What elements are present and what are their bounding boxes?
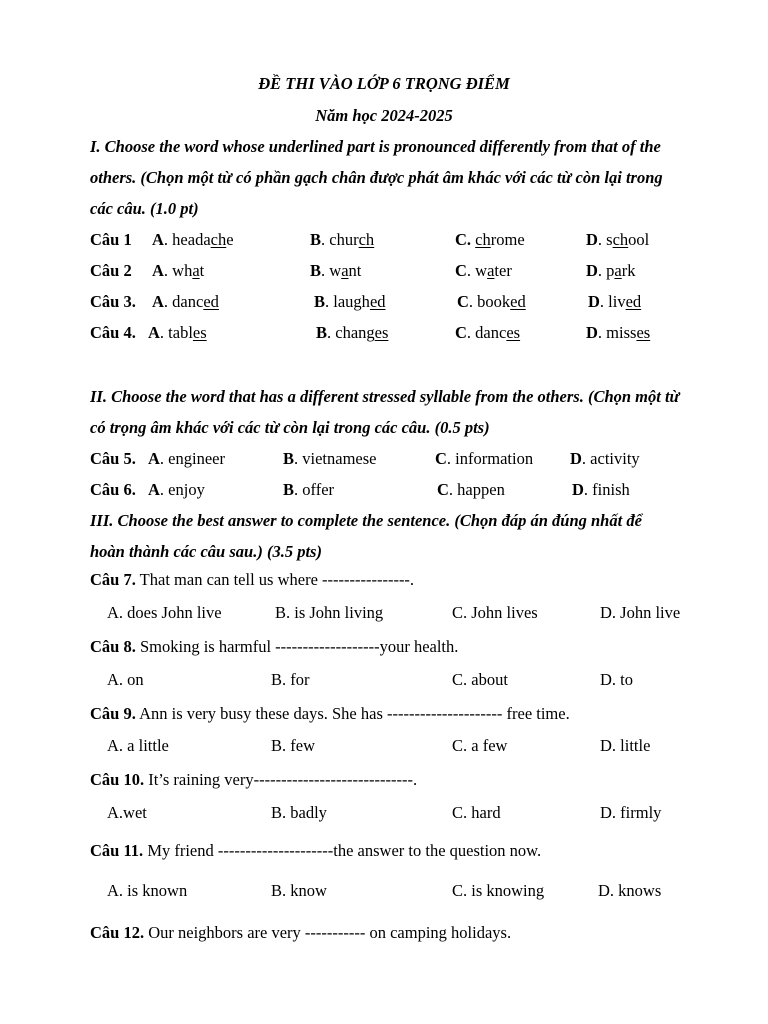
- word-part: e: [226, 230, 234, 249]
- answer-option: [148, 480, 205, 500]
- option-letter: D: [586, 230, 598, 249]
- answer-option: [586, 230, 649, 250]
- word-part: s: [606, 230, 613, 249]
- answer-option: [572, 480, 630, 500]
- question-text: It’s raining very-----------------------------.: [148, 770, 418, 789]
- option-separator: .: [321, 230, 330, 249]
- option-text: happen: [457, 480, 505, 499]
- option-letter: B: [283, 449, 295, 468]
- underlined-part: ed: [203, 292, 219, 311]
- word-part: wh: [172, 261, 193, 280]
- answer-option: C. about: [452, 670, 508, 689]
- question-label: Câu 8.: [90, 637, 136, 656]
- answer-option: C. a few: [452, 736, 508, 755]
- option-letter: A: [152, 261, 164, 280]
- question-label: Câu 9.: [90, 704, 136, 723]
- option-separator: .: [448, 480, 458, 499]
- underlined-part: ch: [475, 230, 491, 249]
- word-part: t: [199, 261, 205, 280]
- word-part: heada: [172, 230, 211, 249]
- answer-option: A. is known: [107, 881, 188, 900]
- option-separator: .: [446, 449, 456, 468]
- word-part: w: [475, 261, 488, 280]
- answer-option: A. a little: [107, 736, 169, 755]
- option-separator: .: [159, 323, 169, 342]
- answer-option: D. little: [600, 736, 651, 755]
- answer-option: [283, 449, 376, 469]
- word-part: rome: [490, 230, 525, 249]
- question-stem: [90, 704, 570, 724]
- answer-option: [455, 323, 520, 343]
- option-letter: A: [152, 230, 164, 249]
- option-separator: .: [466, 261, 476, 280]
- option-separator: .: [163, 292, 173, 311]
- question-label: Câu 11.: [90, 841, 144, 860]
- answer-option: [152, 292, 219, 312]
- question-label: Câu 10.: [90, 770, 145, 789]
- option-text: enjoy: [168, 480, 205, 499]
- answer-option: D. John live: [600, 603, 681, 622]
- answer-option: C. hard: [452, 803, 501, 822]
- question-stem: [90, 637, 458, 657]
- question-label: Câu 5.: [90, 449, 136, 468]
- word-part: liv: [608, 292, 626, 311]
- word-part: ter: [494, 261, 512, 280]
- answer-option: D. knows: [598, 881, 662, 900]
- answer-option: B. for: [271, 670, 310, 689]
- answer-option: D. firmly: [600, 803, 662, 822]
- answer-option: [586, 261, 636, 281]
- question-text: Ann is very busy these days. She has --------------------- free time.: [139, 704, 570, 723]
- answer-option: B. is John living: [275, 603, 384, 622]
- word-part: w: [329, 261, 342, 280]
- option-text: engineer: [168, 449, 225, 468]
- word-part: danc: [475, 323, 507, 342]
- option-letter: B: [310, 230, 322, 249]
- answer-option: [152, 261, 204, 281]
- answer-option: [316, 323, 388, 343]
- option-letter: D: [570, 449, 582, 468]
- option-separator: .: [327, 323, 336, 342]
- option-separator: .: [163, 261, 173, 280]
- underlined-part: a: [341, 261, 349, 280]
- underlined-part: es: [636, 323, 651, 342]
- option-separator: .: [597, 261, 607, 280]
- option-letter: C.: [455, 230, 472, 249]
- section3-instruction-line2: hoàn thành các câu sau.) (3.5 pts): [90, 542, 322, 561]
- word-part: ool: [628, 230, 650, 249]
- answer-option: [570, 449, 640, 469]
- option-letter: C: [435, 449, 447, 468]
- option-letter: B: [310, 261, 322, 280]
- answer-option: [437, 480, 505, 500]
- underlined-part: ch: [612, 230, 629, 249]
- word-part: p: [606, 261, 615, 280]
- answer-option: B. know: [271, 881, 327, 900]
- answer-option: [148, 323, 207, 343]
- underlined-part: es: [506, 323, 521, 342]
- option-letter: C: [437, 480, 449, 499]
- option-text: information: [455, 449, 534, 468]
- answer-option: [148, 449, 225, 469]
- question-label: Câu 6.: [90, 480, 136, 499]
- underlined-part: a: [487, 261, 495, 280]
- answer-option: [314, 292, 386, 312]
- question-stem: [90, 770, 417, 790]
- option-separator: .: [466, 323, 476, 342]
- option-letter: D: [572, 480, 584, 499]
- exam-subtitle: Năm học 2024-2025: [315, 106, 453, 125]
- option-separator: .: [468, 292, 478, 311]
- word-part: miss: [606, 323, 637, 342]
- answer-option: [283, 480, 334, 500]
- option-separator: .: [597, 323, 607, 342]
- question-stem: [90, 923, 511, 943]
- option-letter: B: [314, 292, 326, 311]
- option-text: activity: [590, 449, 640, 468]
- option-letter: B: [283, 480, 295, 499]
- question-label: Câu 7.: [90, 570, 136, 589]
- option-letter: A: [152, 292, 164, 311]
- answer-option: [586, 323, 650, 343]
- option-text: vietnamese: [302, 449, 377, 468]
- answer-option: [435, 449, 533, 469]
- question-text: Smoking is harmful -------------------your health.: [139, 637, 459, 656]
- underlined-part: a: [614, 261, 622, 280]
- section1-instruction-line1: I. Choose the word whose underlined part is pronounced differently from that of the: [90, 137, 661, 156]
- section2-instruction-line2: có trọng âm khác với các từ còn lại trong các câu. (0.5 pts): [90, 418, 490, 437]
- question-text: That man can tell us where ----------------.: [139, 570, 415, 589]
- answer-option: [310, 261, 361, 281]
- word-part: chang: [335, 323, 375, 342]
- option-letter: B: [316, 323, 328, 342]
- option-letter: D: [586, 323, 598, 342]
- word-part: laugh: [333, 292, 370, 311]
- option-letter: C: [455, 323, 467, 342]
- question-stem: [90, 841, 541, 861]
- question-label: Câu 2: [90, 261, 132, 280]
- option-separator: .: [599, 292, 609, 311]
- section1-instruction-line2: others. (Chọn một từ có phần gạch chân được phát âm khác với các từ còn lại trong: [90, 168, 663, 187]
- word-part: rk: [621, 261, 636, 280]
- section3-instruction-line1: III. Choose the best answer to complete the sentence. (Chọn đáp án đúng nhất để: [90, 511, 642, 530]
- option-letter: D: [586, 261, 598, 280]
- underlined-part: a: [192, 261, 200, 280]
- option-separator: .: [321, 261, 330, 280]
- answer-option: A. does John live: [107, 603, 222, 622]
- option-separator: .: [159, 480, 169, 499]
- option-letter: C: [455, 261, 467, 280]
- question-stem: [90, 570, 414, 590]
- option-separator: .: [583, 480, 593, 499]
- question-label: Câu 4.: [90, 323, 136, 342]
- underlined-part: es: [192, 323, 207, 342]
- answer-option: [457, 292, 526, 312]
- question-text: Our neighbors are very ----------- on camping holidays.: [148, 923, 512, 942]
- answer-option: [152, 230, 234, 250]
- word-part: chur: [329, 230, 359, 249]
- option-separator: .: [159, 449, 169, 468]
- answer-option: [455, 230, 525, 250]
- option-separator: .: [325, 292, 334, 311]
- question-label: Câu 12.: [90, 923, 145, 942]
- question-text: My friend ---------------------the answer to the question now.: [147, 841, 542, 860]
- answer-option: B. few: [271, 736, 315, 755]
- answer-option: C. is knowing: [452, 881, 545, 900]
- option-letter: C: [457, 292, 469, 311]
- word-part: nt: [348, 261, 362, 280]
- question-label: Câu 1: [90, 230, 132, 249]
- option-separator: .: [163, 230, 173, 249]
- answer-option: B. badly: [271, 803, 327, 822]
- answer-option: A. on: [107, 670, 144, 689]
- option-separator: .: [294, 480, 303, 499]
- option-separator: .: [294, 449, 303, 468]
- word-part: danc: [172, 292, 204, 311]
- option-letter: A: [148, 449, 160, 468]
- section1-instruction-line3: các câu. (1.0 pt): [90, 199, 199, 218]
- underlined-part: ch: [210, 230, 227, 249]
- option-separator: .: [597, 230, 607, 249]
- word-part: book: [477, 292, 511, 311]
- underlined-part: ed: [625, 292, 642, 311]
- answer-option: [588, 292, 641, 312]
- answer-option: [310, 230, 374, 250]
- section2-instruction-line1: II. Choose the word that has a different stressed syllable from the others. (Chọn một từ: [90, 387, 680, 406]
- option-letter: A: [148, 480, 160, 499]
- option-text: offer: [302, 480, 335, 499]
- question-label: Câu 3.: [90, 292, 136, 311]
- answer-option: [455, 261, 512, 281]
- answer-option: D. to: [600, 670, 633, 689]
- option-letter: D: [588, 292, 600, 311]
- option-text: finish: [592, 480, 630, 499]
- underlined-part: ch: [358, 230, 375, 249]
- underlined-part: ed: [510, 292, 526, 311]
- answer-option: C. John lives: [452, 603, 538, 622]
- option-letter: A: [148, 323, 160, 342]
- underlined-part: es: [374, 323, 389, 342]
- exam-title: ĐỀ THI VÀO LỚP 6 TRỌNG ĐIỂM: [258, 74, 510, 93]
- word-part: tabl: [168, 323, 193, 342]
- underlined-part: ed: [369, 292, 386, 311]
- option-separator: .: [581, 449, 591, 468]
- answer-option: A.wet: [107, 803, 147, 822]
